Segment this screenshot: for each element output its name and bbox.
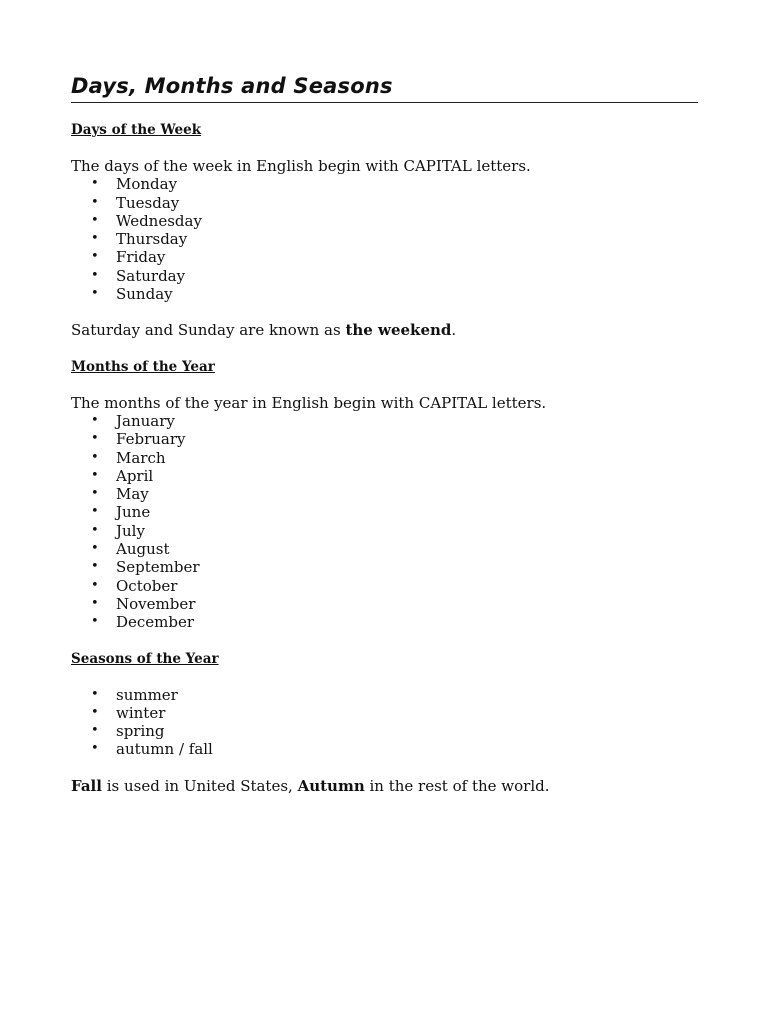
fall-autumn-note: Fall is used in United States, Autumn in the rest of the world. bbox=[71, 776, 550, 795]
bullet-icon: • bbox=[91, 449, 99, 465]
bullet-icon: • bbox=[91, 686, 99, 702]
document-page bbox=[71, 72, 698, 795]
bullet-icon: • bbox=[91, 412, 99, 428]
list-item: • April bbox=[91, 466, 154, 485]
bullet-icon: • bbox=[91, 522, 99, 538]
days-intro: The days of the week in English begin with CAPITAL letters. bbox=[71, 157, 531, 175]
spacer bbox=[71, 103, 698, 121]
list-item: • Sunday bbox=[91, 285, 173, 304]
spacer bbox=[71, 668, 698, 686]
seasons-list bbox=[71, 686, 698, 759]
list-item: • winter bbox=[91, 703, 166, 722]
list-item: • Saturday bbox=[91, 266, 186, 285]
months-heading: Months of the Year bbox=[71, 358, 215, 375]
list-item: • October bbox=[91, 576, 178, 595]
spacer bbox=[71, 632, 698, 650]
bullet-icon: • bbox=[91, 267, 99, 283]
bullet-icon: • bbox=[91, 249, 99, 265]
list-item: • August bbox=[91, 540, 170, 559]
list-item: • Wednesday bbox=[91, 211, 202, 230]
bullet-icon: • bbox=[91, 704, 99, 720]
seasons-heading: Seasons of the Year bbox=[71, 650, 219, 667]
days-heading: Days of the Week bbox=[71, 122, 202, 138]
days-list bbox=[71, 175, 698, 303]
bullet-icon: • bbox=[91, 559, 99, 575]
list-item: • June bbox=[91, 503, 151, 522]
list-item: • Thursday bbox=[91, 230, 188, 249]
months-list bbox=[71, 412, 698, 632]
list-item: • Monday bbox=[91, 175, 178, 194]
bullet-icon: • bbox=[91, 486, 99, 502]
spacer bbox=[71, 376, 698, 394]
list-item: • Tuesday bbox=[91, 193, 180, 212]
bullet-icon: • bbox=[91, 741, 99, 757]
bullet-icon: • bbox=[91, 614, 99, 630]
list-item: • May bbox=[91, 485, 149, 504]
bullet-icon: • bbox=[91, 467, 99, 483]
list-item: • Friday bbox=[91, 248, 166, 267]
list-item: • March bbox=[91, 448, 166, 467]
list-item: • July bbox=[91, 521, 145, 540]
bullet-icon: • bbox=[91, 212, 99, 228]
list-item: • autumn / fall bbox=[91, 740, 213, 759]
spacer bbox=[71, 139, 698, 157]
bullet-icon: • bbox=[91, 176, 99, 192]
bullet-icon: • bbox=[91, 431, 99, 447]
bullet-icon: • bbox=[91, 504, 99, 520]
weekend-note: Saturday and Sunday are known as the weekend. bbox=[71, 321, 457, 340]
bullet-icon: • bbox=[91, 723, 99, 739]
months-intro: The months of the year in English begin with CAPITAL letters. bbox=[71, 393, 547, 412]
bullet-icon: • bbox=[91, 577, 99, 593]
spacer bbox=[71, 340, 698, 358]
list-item: • spring bbox=[91, 722, 165, 741]
list-item: • September bbox=[91, 558, 200, 577]
bullet-icon: • bbox=[91, 286, 99, 302]
document-title: Days, Months and Seasons bbox=[71, 72, 698, 103]
list-item: • December bbox=[91, 613, 195, 632]
list-item: • November bbox=[91, 594, 196, 613]
spacer bbox=[71, 303, 698, 321]
spacer bbox=[71, 759, 698, 777]
bullet-icon: • bbox=[91, 194, 99, 210]
bullet-icon: • bbox=[91, 595, 99, 611]
list-item: • January bbox=[91, 411, 175, 430]
list-item: • summer bbox=[91, 685, 178, 704]
bullet-icon: • bbox=[91, 231, 99, 247]
bullet-icon: • bbox=[91, 541, 99, 557]
list-item: • February bbox=[91, 430, 186, 449]
